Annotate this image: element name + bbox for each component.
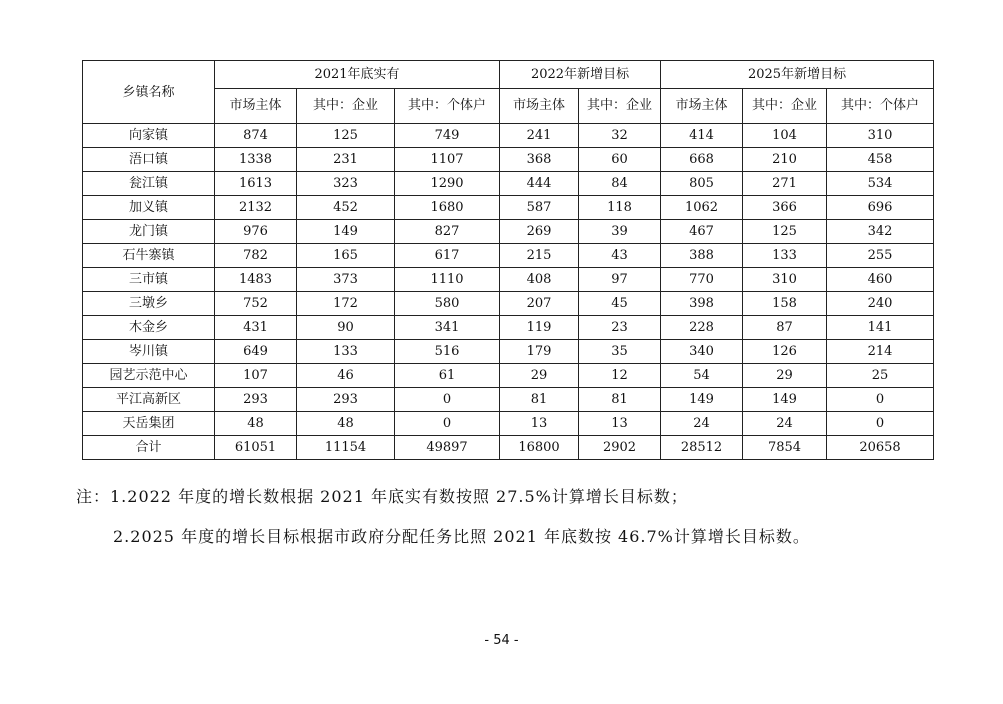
value-cell: 1338 (215, 148, 297, 172)
value-cell: 293 (297, 388, 395, 412)
page-number: - 54 - (484, 633, 519, 648)
table-group-header-row (83, 61, 934, 89)
value-cell: 341 (395, 316, 500, 340)
value-cell: 133 (297, 340, 395, 364)
table-row (83, 220, 934, 244)
value-cell: 1107 (395, 148, 500, 172)
value-cell: 460 (827, 268, 934, 292)
value-cell: 23 (579, 316, 661, 340)
table-row (83, 268, 934, 292)
value-cell: 874 (215, 124, 297, 148)
value-cell: 54 (661, 364, 743, 388)
value-cell: 752 (215, 292, 297, 316)
value-cell: 2132 (215, 196, 297, 220)
table-row (83, 244, 934, 268)
value-cell: 228 (661, 316, 743, 340)
table-row (83, 412, 934, 436)
value-cell: 25 (827, 364, 934, 388)
value-cell: 310 (827, 124, 934, 148)
value-cell: 0 (395, 388, 500, 412)
value-cell: 240 (827, 292, 934, 316)
value-cell: 1613 (215, 172, 297, 196)
value-cell: 0 (827, 388, 934, 412)
table-body (83, 124, 934, 460)
value-cell: 60 (579, 148, 661, 172)
table-row (83, 196, 934, 220)
value-cell: 149 (661, 388, 743, 412)
value-cell: 107 (215, 364, 297, 388)
value-cell: 467 (661, 220, 743, 244)
footnote-1: 注：1.2022 年度的增长数根据 2021 年底实有数按照 27.5%计算增长目标数； (76, 487, 688, 506)
value-cell: 2902 (579, 436, 661, 460)
value-cell: 48 (215, 412, 297, 436)
value-cell: 782 (215, 244, 297, 268)
value-cell: 125 (743, 220, 827, 244)
value-cell: 340 (661, 340, 743, 364)
table-row (83, 436, 934, 460)
value-cell: 61 (395, 364, 500, 388)
value-cell: 49897 (395, 436, 500, 460)
township-name-cell: 三市镇 (83, 268, 215, 292)
value-cell: 118 (579, 196, 661, 220)
value-cell: 323 (297, 172, 395, 196)
table-row (83, 148, 934, 172)
value-cell: 749 (395, 124, 500, 148)
value-cell: 255 (827, 244, 934, 268)
value-cell: 1110 (395, 268, 500, 292)
value-cell: 310 (743, 268, 827, 292)
value-cell: 149 (743, 388, 827, 412)
value-cell: 90 (297, 316, 395, 340)
value-cell: 366 (743, 196, 827, 220)
value-cell: 24 (743, 412, 827, 436)
value-cell: 43 (579, 244, 661, 268)
value-cell: 534 (827, 172, 934, 196)
subheader: 市场主体 (661, 89, 743, 124)
value-cell: 126 (743, 340, 827, 364)
value-cell: 580 (395, 292, 500, 316)
value-cell: 269 (500, 220, 579, 244)
value-cell: 444 (500, 172, 579, 196)
value-cell: 516 (395, 340, 500, 364)
value-cell: 20658 (827, 436, 934, 460)
value-cell: 35 (579, 340, 661, 364)
value-cell: 29 (500, 364, 579, 388)
township-name-cell: 天岳集团 (83, 412, 215, 436)
value-cell: 16800 (500, 436, 579, 460)
value-cell: 617 (395, 244, 500, 268)
value-cell: 172 (297, 292, 395, 316)
value-cell: 587 (500, 196, 579, 220)
value-cell: 207 (500, 292, 579, 316)
table-row (83, 388, 934, 412)
table-row (83, 340, 934, 364)
subheader: 其中：个体户 (395, 89, 500, 124)
value-cell: 0 (395, 412, 500, 436)
subheader: 其中：企业 (579, 89, 661, 124)
table-row (83, 124, 934, 148)
value-cell: 48 (297, 412, 395, 436)
value-cell: 32 (579, 124, 661, 148)
value-cell: 45 (579, 292, 661, 316)
value-cell: 165 (297, 244, 395, 268)
value-cell: 241 (500, 124, 579, 148)
value-cell: 458 (827, 148, 934, 172)
value-cell: 81 (579, 388, 661, 412)
subheader: 其中：企业 (297, 89, 395, 124)
value-cell: 1680 (395, 196, 500, 220)
township-name-cell: 加义镇 (83, 196, 215, 220)
market-entity-table (82, 60, 934, 460)
subheader: 其中：个体户 (827, 89, 934, 124)
value-cell: 141 (827, 316, 934, 340)
value-cell: 84 (579, 172, 661, 196)
township-name-header: 乡镇名称 (83, 61, 215, 124)
subheader: 市场主体 (215, 89, 297, 124)
value-cell: 158 (743, 292, 827, 316)
value-cell: 649 (215, 340, 297, 364)
township-name-cell: 园艺示范中心 (83, 364, 215, 388)
value-cell: 0 (827, 412, 934, 436)
table-row (83, 292, 934, 316)
value-cell: 388 (661, 244, 743, 268)
value-cell: 408 (500, 268, 579, 292)
township-name-cell: 浯口镇 (83, 148, 215, 172)
table-row (83, 316, 934, 340)
value-cell: 29 (743, 364, 827, 388)
value-cell: 11154 (297, 436, 395, 460)
value-cell: 770 (661, 268, 743, 292)
value-cell: 39 (579, 220, 661, 244)
value-cell: 81 (500, 388, 579, 412)
value-cell: 1483 (215, 268, 297, 292)
group-header-2025: 2025年新增目标 (661, 61, 934, 89)
table-row (83, 364, 934, 388)
township-name-cell: 向家镇 (83, 124, 215, 148)
township-name-cell: 龙门镇 (83, 220, 215, 244)
value-cell: 1062 (661, 196, 743, 220)
value-cell: 1290 (395, 172, 500, 196)
value-cell: 368 (500, 148, 579, 172)
value-cell: 214 (827, 340, 934, 364)
group-header-2021: 2021年底实有 (215, 61, 500, 89)
value-cell: 46 (297, 364, 395, 388)
value-cell: 133 (743, 244, 827, 268)
value-cell: 149 (297, 220, 395, 244)
subheader: 其中：企业 (743, 89, 827, 124)
value-cell: 805 (661, 172, 743, 196)
group-header-2022: 2022年新增目标 (500, 61, 661, 89)
township-name-cell: 合计 (83, 436, 215, 460)
value-cell: 373 (297, 268, 395, 292)
township-name-cell: 石牛寨镇 (83, 244, 215, 268)
value-cell: 452 (297, 196, 395, 220)
value-cell: 976 (215, 220, 297, 244)
value-cell: 293 (215, 388, 297, 412)
subheader: 市场主体 (500, 89, 579, 124)
township-name-cell: 三墩乡 (83, 292, 215, 316)
value-cell: 12 (579, 364, 661, 388)
value-cell: 13 (500, 412, 579, 436)
value-cell: 125 (297, 124, 395, 148)
value-cell: 119 (500, 316, 579, 340)
value-cell: 24 (661, 412, 743, 436)
township-name-cell: 岑川镇 (83, 340, 215, 364)
value-cell: 7854 (743, 436, 827, 460)
value-cell: 61051 (215, 436, 297, 460)
value-cell: 668 (661, 148, 743, 172)
township-name-cell: 瓮江镇 (83, 172, 215, 196)
township-name-cell: 木金乡 (83, 316, 215, 340)
value-cell: 87 (743, 316, 827, 340)
value-cell: 179 (500, 340, 579, 364)
value-cell: 431 (215, 316, 297, 340)
township-name-cell: 平江高新区 (83, 388, 215, 412)
value-cell: 342 (827, 220, 934, 244)
value-cell: 271 (743, 172, 827, 196)
table-row (83, 172, 934, 196)
value-cell: 13 (579, 412, 661, 436)
value-cell: 104 (743, 124, 827, 148)
footnote-2: 2.2025 年度的增长目标根据市政府分配任务比照 2021 年底数按 46.7%计算增长目标数。 (113, 527, 810, 546)
value-cell: 696 (827, 196, 934, 220)
value-cell: 97 (579, 268, 661, 292)
value-cell: 231 (297, 148, 395, 172)
value-cell: 28512 (661, 436, 743, 460)
value-cell: 827 (395, 220, 500, 244)
value-cell: 398 (661, 292, 743, 316)
value-cell: 210 (743, 148, 827, 172)
value-cell: 215 (500, 244, 579, 268)
value-cell: 414 (661, 124, 743, 148)
